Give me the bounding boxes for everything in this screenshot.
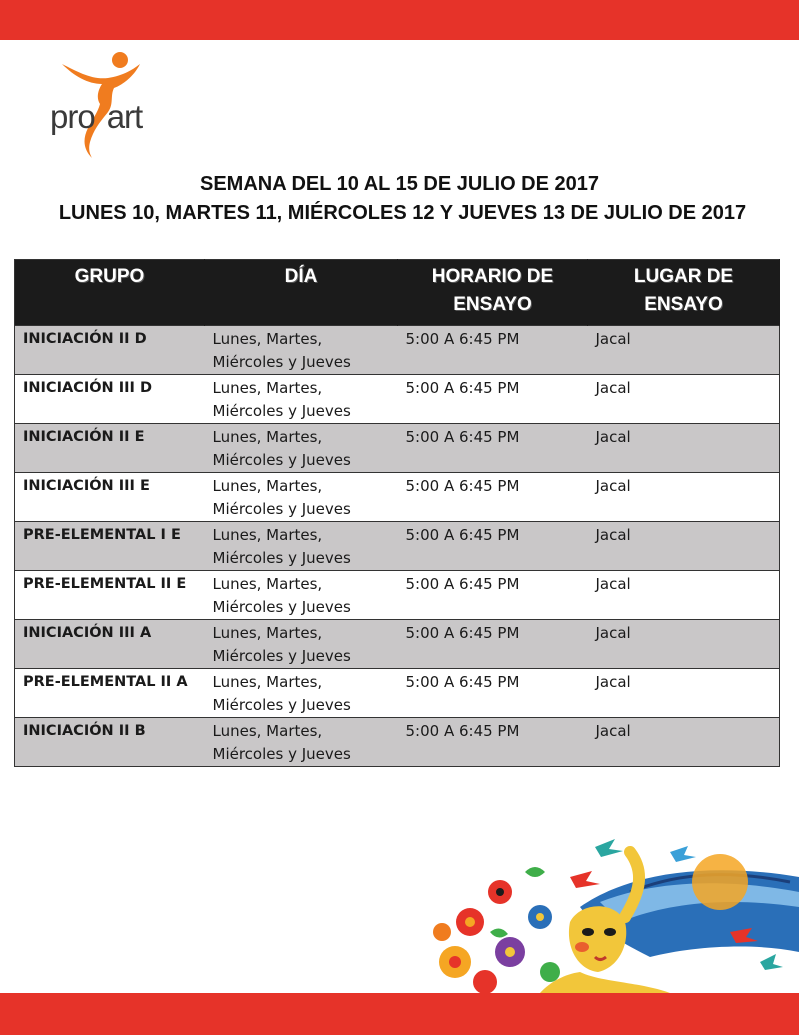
row-lugar: Jacal xyxy=(588,571,780,620)
logo-text-left: pro xyxy=(50,98,95,135)
row-dia-line1: Lunes, Martes, xyxy=(212,428,323,446)
table-row xyxy=(15,522,780,571)
row-grupo: INICIACIÓN II D xyxy=(15,326,205,375)
schedule-table xyxy=(14,259,780,767)
table-row xyxy=(15,326,780,375)
table-row xyxy=(15,718,780,767)
row-dia-line1: Lunes, Martes, xyxy=(212,526,323,544)
header-lugar xyxy=(588,260,780,326)
week-title: SEMANA DEL 10 AL 15 DE JULIO DE 2017 xyxy=(199,173,600,195)
row-lugar: Jacal xyxy=(588,522,780,571)
header-lugar-line2: ENSAYO xyxy=(644,294,723,315)
header-dia: DÍA xyxy=(205,260,398,326)
logo-wordmark xyxy=(50,98,142,136)
row-dia xyxy=(205,473,398,522)
row-horario: 5:00 A 6:45 PM xyxy=(398,620,588,669)
row-grupo: INICIACIÓN II E xyxy=(15,424,205,473)
row-lugar: Jacal xyxy=(588,375,780,424)
row-dia xyxy=(205,669,398,718)
header-horario-line2: ENSAYO xyxy=(453,294,532,315)
table-row xyxy=(15,424,780,473)
row-dia xyxy=(205,375,398,424)
row-dia-line2: Miércoles y Jueves xyxy=(212,500,351,518)
row-dia xyxy=(205,326,398,375)
flower-cluster-icon xyxy=(433,867,560,993)
row-lugar: Jacal xyxy=(588,718,780,767)
row-grupo: INICIACIÓN II B xyxy=(15,718,205,767)
header-grupo: GRUPO xyxy=(15,260,205,326)
row-dia-line1: Lunes, Martes, xyxy=(212,722,323,740)
table-row xyxy=(15,375,780,424)
woman-birds-flowers-illustration-icon xyxy=(430,832,799,993)
row-lugar: Jacal xyxy=(588,424,780,473)
row-grupo: INICIACIÓN III D xyxy=(15,375,205,424)
row-dia xyxy=(205,522,398,571)
logo-text-right: art xyxy=(106,98,143,135)
row-horario: 5:00 A 6:45 PM xyxy=(398,473,588,522)
header-horario-line1: HORARIO DE xyxy=(431,266,554,287)
row-dia-line2: Miércoles y Jueves xyxy=(212,451,351,469)
row-dia-line1: Lunes, Martes, xyxy=(212,575,323,593)
row-dia-line2: Miércoles y Jueves xyxy=(212,696,351,714)
row-horario: 5:00 A 6:45 PM xyxy=(398,571,588,620)
row-dia-line1: Lunes, Martes, xyxy=(212,624,323,642)
row-lugar: Jacal xyxy=(588,473,780,522)
table-row xyxy=(15,669,780,718)
row-dia xyxy=(205,571,398,620)
row-dia xyxy=(205,718,398,767)
page-titles xyxy=(0,170,799,228)
top-red-band xyxy=(0,0,799,40)
table-row xyxy=(15,571,780,620)
row-dia-line1: Lunes, Martes, xyxy=(212,330,323,348)
decorative-artwork xyxy=(430,832,799,993)
table-row xyxy=(15,620,780,669)
row-dia xyxy=(205,424,398,473)
table-header-row xyxy=(15,260,780,326)
row-grupo: PRE-ELEMENTAL II E xyxy=(15,571,205,620)
table-row xyxy=(15,473,780,522)
row-horario: 5:00 A 6:45 PM xyxy=(398,669,588,718)
bottom-red-band xyxy=(0,993,799,1035)
row-horario: 5:00 A 6:45 PM xyxy=(398,522,588,571)
row-dia-line2: Miércoles y Jueves xyxy=(212,402,351,420)
row-horario: 5:00 A 6:45 PM xyxy=(398,424,588,473)
row-grupo: INICIACIÓN III E xyxy=(15,473,205,522)
row-horario: 5:00 A 6:45 PM xyxy=(398,375,588,424)
header-horario xyxy=(398,260,588,326)
row-dia-line2: Miércoles y Jueves xyxy=(212,549,351,567)
days-title: LUNES 10, MARTES 11, MIÉRCOLES 12 Y JUEVES 13 DE JULIO DE 2017 xyxy=(58,202,747,224)
row-horario: 5:00 A 6:45 PM xyxy=(398,326,588,375)
row-dia-line2: Miércoles y Jueves xyxy=(212,353,351,371)
row-lugar: Jacal xyxy=(588,620,780,669)
row-lugar: Jacal xyxy=(588,669,780,718)
row-dia-line2: Miércoles y Jueves xyxy=(212,745,351,763)
row-dia xyxy=(205,620,398,669)
header-lugar-line1: LUGAR DE xyxy=(633,266,734,287)
row-dia-line1: Lunes, Martes, xyxy=(212,673,323,691)
row-grupo: PRE-ELEMENTAL I E xyxy=(15,522,205,571)
row-dia-line2: Miércoles y Jueves xyxy=(212,647,351,665)
row-horario: 5:00 A 6:45 PM xyxy=(398,718,588,767)
row-grupo: PRE-ELEMENTAL II A xyxy=(15,669,205,718)
row-lugar: Jacal xyxy=(588,326,780,375)
row-dia-line2: Miércoles y Jueves xyxy=(212,598,351,616)
row-grupo: INICIACIÓN III A xyxy=(15,620,205,669)
row-dia-line1: Lunes, Martes, xyxy=(212,379,323,397)
proart-logo xyxy=(48,50,158,160)
row-dia-line1: Lunes, Martes, xyxy=(212,477,323,495)
